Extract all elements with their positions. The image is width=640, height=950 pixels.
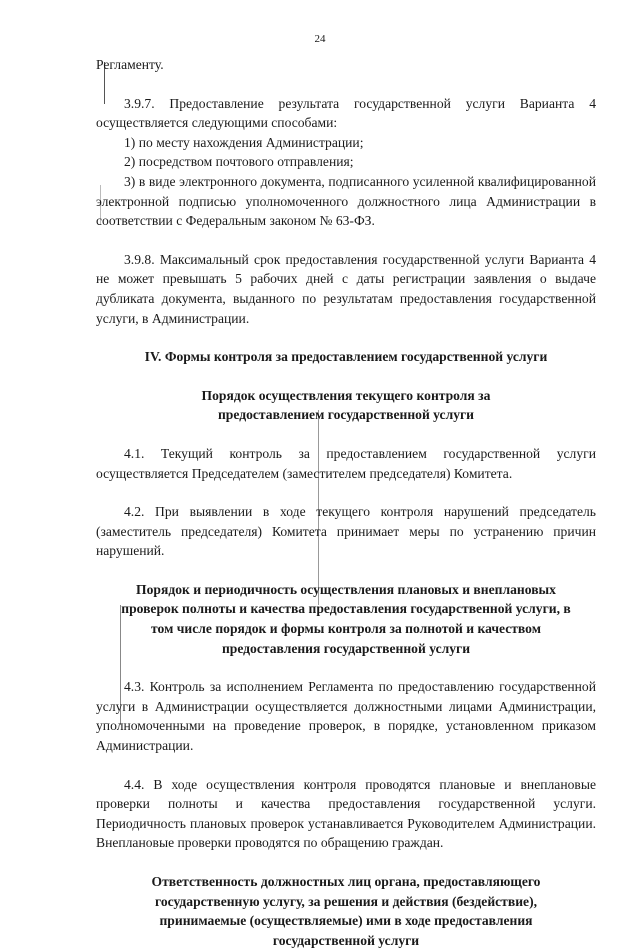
subsection-inspections-title: Порядок и периодичность осуществления плановых и внеплановых проверок полноты и качества предоставления государственной услуги, в том числе порядок и формы контроля за полнотой и качеством предоставления государственной услуги bbox=[121, 581, 571, 656]
subsection-current-control-title: Порядок осуществления текущего контроля за предоставлением государственной услуги bbox=[201, 387, 491, 423]
list-item-3: 3) в виде электронного документа, подписанного усиленной квалифицированной электронной подписью уполномоченного должностного лица Администрации в соответствии с Федеральным законом № 63-ФЗ. bbox=[96, 173, 596, 229]
paragraph-4-4: 4.4. В ходе осуществления контроля проводятся плановые и внеплановые проверки полноты и качества предоставления государственной услуги. Периодичность плановых проверок устанавливается Руководителем Администрации. Внеплановые проверки проводятся по обращению граждан. bbox=[96, 776, 596, 851]
page-number: 24 bbox=[314, 33, 326, 45]
paragraph-4-1: 4.1. Текущий контроль за предоставлением государственной услуги осуществляется Председателем (заместителем председателя) Комитета. bbox=[96, 445, 596, 481]
paragraph-4-2: 4.2. При выявлении в ходе текущего контроля нарушений председатель (заместитель председателя) Комитета принимает меры по устранению причин нарушений. bbox=[96, 504, 596, 559]
list-item-1: 1) по месту нахождения Администрации; bbox=[124, 134, 364, 150]
list-item-2: 2) посредством почтового отправления; bbox=[124, 154, 354, 170]
document-body bbox=[96, 55, 596, 950]
paragraph-3-9-8: 3.9.8. Максимальный срок предоставления государственной услуги Варианта 4 не может превышать 5 рабочих дней с даты регистрации заявления о выдаче дубликата документа, выданного по результатам предоставления государственной услуги, в Администрации. bbox=[96, 251, 596, 326]
paragraph-3-9-7: 3.9.7. Предоставление результата государственной услуги Варианта 4 осуществляется следующими способами: bbox=[96, 95, 596, 131]
paragraph-reglament-end: Регламенту. bbox=[96, 57, 164, 72]
paragraph-4-3: 4.3. Контроль за исполнением Регламента по предоставлению государственной услуги в Администрации осуществляется должностными лицами Администрации, уполномоченными на проведение проверок, в порядке, установленном приказом Администрации. bbox=[96, 679, 596, 754]
section-4-title: IV. Формы контроля за предоставлением государственной услуги bbox=[144, 349, 548, 365]
subsection-responsibility-title: Ответственность должностных лиц органа, предоставляющего государственную услугу, за решения и действия (бездействие), принимаемые (осуществляемые) ими в ходе предоставления государственной услуги bbox=[151, 874, 541, 948]
